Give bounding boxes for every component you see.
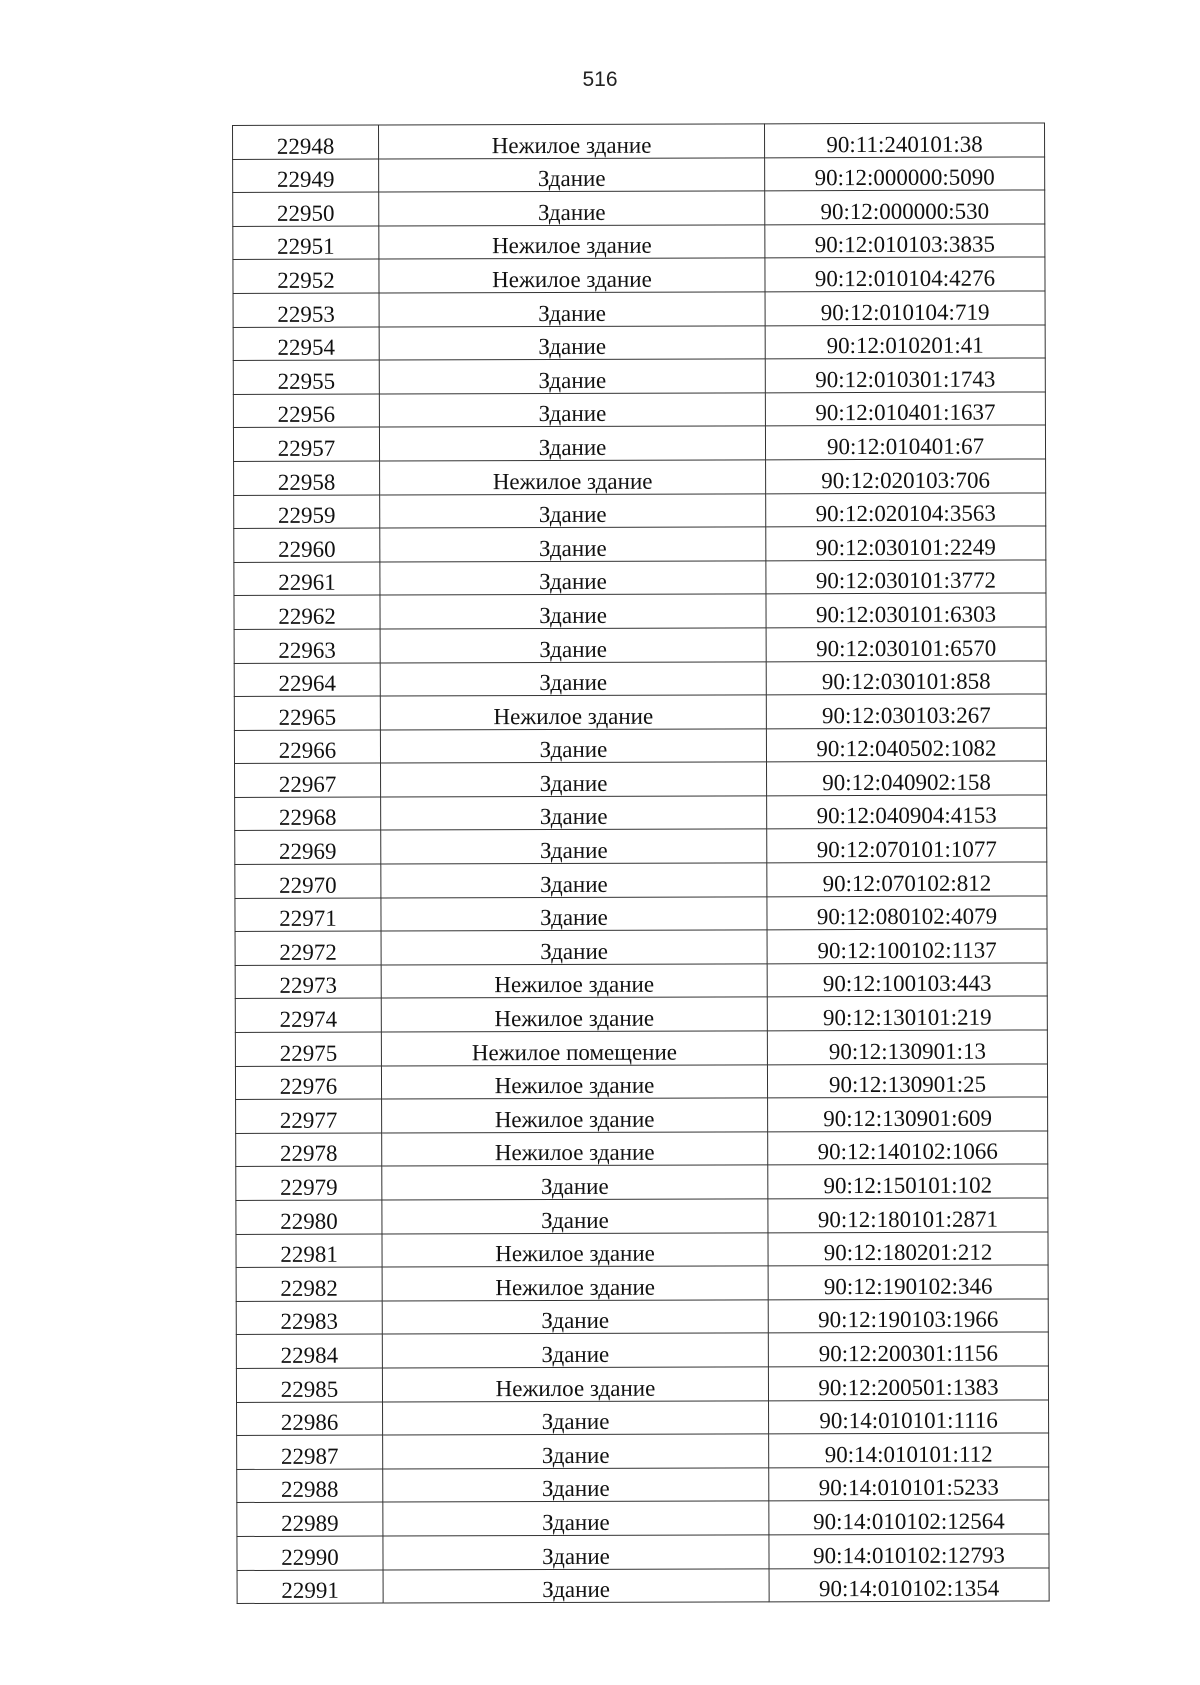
cadastral-number-cell: 90:12:130901:609 (768, 1097, 1048, 1131)
object-type-cell: Здание (379, 325, 765, 360)
cadastral-number-cell: 90:12:010401:1637 (765, 392, 1045, 426)
cadastral-number-cell: 90:14:010101:1116 (769, 1400, 1049, 1434)
row-number-cell: 22986 (237, 1402, 383, 1436)
row-number-cell: 22985 (236, 1368, 382, 1402)
cadastral-number-cell: 90:11:240101:38 (764, 123, 1044, 157)
cadastral-number-cell: 90:14:010101:112 (769, 1433, 1049, 1467)
cadastral-number-cell: 90:12:130901:25 (767, 1064, 1047, 1098)
object-type-cell: Здание (382, 1199, 768, 1234)
object-type-cell: Здание (379, 426, 765, 461)
table-row (234, 627, 1046, 663)
object-type-cell: Нежилое здание (381, 997, 767, 1032)
table-row (237, 1433, 1049, 1469)
cadastral-number-cell: 90:12:070102:812 (767, 862, 1047, 896)
table-row (234, 526, 1046, 562)
cadastral-number-cell: 90:12:100102:1137 (767, 929, 1047, 963)
row-number-cell: 22973 (235, 965, 381, 999)
cadastral-number-cell: 90:12:030103:267 (766, 694, 1046, 728)
object-type-cell: Нежилое здание (382, 1367, 768, 1402)
row-number-cell: 22952 (233, 259, 379, 293)
table-row (236, 1332, 1048, 1368)
cadastral-number-cell: 90:12:200501:1383 (768, 1366, 1048, 1400)
table-row (236, 1232, 1048, 1268)
table-row (234, 492, 1046, 528)
row-number-cell: 22968 (235, 797, 381, 831)
row-number-cell: 22991 (237, 1570, 383, 1604)
table-row (235, 929, 1047, 965)
table-row (235, 1030, 1047, 1066)
cadastral-number-cell: 90:12:180201:212 (768, 1232, 1048, 1266)
object-type-cell: Здание (383, 1400, 769, 1435)
object-type-cell: Нежилое здание (382, 1098, 768, 1133)
table-row (235, 828, 1047, 864)
row-number-cell: 22975 (235, 1032, 381, 1066)
row-number-cell: 22960 (234, 528, 380, 562)
row-number-cell: 22982 (236, 1267, 382, 1301)
object-type-cell: Нежилое здание (379, 225, 765, 260)
table-row (233, 190, 1045, 226)
row-number-cell: 22987 (237, 1435, 383, 1469)
object-type-cell: Здание (380, 594, 766, 629)
row-number-cell: 22984 (236, 1334, 382, 1368)
table-row (237, 1567, 1049, 1603)
table-row (233, 157, 1045, 193)
object-type-cell: Здание (381, 762, 767, 797)
object-type-cell: Здание (383, 1501, 769, 1536)
cadastral-number-cell: 90:12:010401:67 (765, 425, 1045, 459)
object-type-cell: Нежилое здание (382, 1266, 768, 1301)
object-type-cell: Здание (380, 628, 766, 663)
object-type-cell: Здание (379, 359, 765, 394)
row-number-cell: 22962 (234, 595, 380, 629)
object-type-cell: Нежилое здание (379, 124, 765, 159)
table-row (233, 224, 1045, 260)
table-row (234, 660, 1046, 696)
row-number-cell: 22951 (233, 226, 379, 260)
table-row (235, 761, 1047, 797)
cadastral-number-cell: 90:12:070101:1077 (767, 828, 1047, 862)
cadastral-number-cell: 90:12:040904:4153 (767, 795, 1047, 829)
row-number-cell: 22971 (235, 898, 381, 932)
table-row (235, 996, 1047, 1032)
object-type-cell: Нежилое здание (380, 695, 766, 730)
object-type-cell: Нежилое помещение (381, 1031, 767, 1066)
object-type-cell: Здание (383, 1568, 769, 1603)
table-row (235, 795, 1047, 831)
cadastral-number-cell: 90:12:030101:2249 (766, 526, 1046, 560)
row-number-cell: 22969 (235, 831, 381, 865)
table-row (233, 425, 1045, 461)
object-type-cell: Нежилое здание (382, 1132, 768, 1167)
object-type-cell: Здание (381, 829, 767, 864)
row-number-cell: 22967 (235, 763, 381, 797)
row-number-cell: 22990 (237, 1536, 383, 1570)
row-number-cell: 22970 (235, 864, 381, 898)
row-number-cell: 22961 (234, 562, 380, 596)
object-type-cell: Здание (381, 896, 767, 931)
cadastral-number-cell: 90:12:000000:5090 (765, 157, 1045, 191)
object-type-cell: Здание (379, 191, 765, 226)
object-type-cell: Здание (382, 1300, 768, 1335)
row-number-cell: 22976 (235, 1066, 381, 1100)
table-row (233, 358, 1045, 394)
object-type-cell: Здание (380, 729, 766, 764)
object-type-cell: Здание (382, 1165, 768, 1200)
cadastral-number-cell: 90:12:140102:1066 (768, 1131, 1048, 1165)
cadastral-number-cell: 90:12:010201:41 (765, 325, 1045, 359)
row-number-cell: 22948 (233, 125, 379, 159)
registry-table-body (233, 123, 1050, 1604)
registry-table (232, 122, 1050, 1604)
row-number-cell: 22963 (234, 629, 380, 663)
cadastral-number-cell: 90:12:030101:3772 (766, 560, 1046, 594)
row-number-cell: 22981 (236, 1234, 382, 1268)
table-row (236, 1097, 1048, 1133)
row-number-cell: 22957 (233, 427, 379, 461)
cadastral-number-cell: 90:12:030101:858 (766, 660, 1046, 694)
object-type-cell: Здание (380, 527, 766, 562)
object-type-cell: Здание (379, 157, 765, 192)
row-number-cell: 22953 (233, 293, 379, 327)
cadastral-number-cell: 90:12:180101:2871 (768, 1198, 1048, 1232)
row-number-cell: 22955 (233, 360, 379, 394)
row-number-cell: 22979 (236, 1166, 382, 1200)
cadastral-number-cell: 90:12:040502:1082 (766, 728, 1046, 762)
table-row (233, 325, 1045, 361)
table-row (236, 1366, 1048, 1402)
cadastral-number-cell: 90:12:030101:6570 (766, 627, 1046, 661)
object-type-cell: Здание (381, 930, 767, 965)
object-type-cell: Здание (380, 493, 766, 528)
row-number-cell: 22974 (235, 998, 381, 1032)
row-number-cell: 22978 (236, 1133, 382, 1167)
cadastral-number-cell: 90:14:010102:12793 (769, 1534, 1049, 1568)
cadastral-number-cell: 90:12:010104:719 (765, 291, 1045, 325)
table-row (236, 1164, 1048, 1200)
table-row (237, 1534, 1049, 1570)
table-row (236, 1299, 1048, 1335)
row-number-cell: 22956 (233, 394, 379, 428)
cadastral-number-cell: 90:12:200301:1156 (768, 1332, 1048, 1366)
table-row (237, 1400, 1049, 1436)
table-row (233, 257, 1045, 293)
cadastral-number-cell: 90:12:190103:1966 (768, 1299, 1048, 1333)
row-number-cell: 22966 (234, 730, 380, 764)
page-number: 516 (582, 68, 618, 91)
table-row (233, 291, 1045, 327)
object-type-cell: Здание (383, 1468, 769, 1503)
object-type-cell: Нежилое здание (382, 1232, 768, 1267)
object-type-cell: Здание (383, 1535, 769, 1570)
row-number-cell: 22964 (234, 663, 380, 697)
object-type-cell: Нежилое здание (379, 258, 765, 293)
table-row (234, 694, 1046, 730)
row-number-cell: 22972 (235, 931, 381, 965)
table-row (233, 392, 1045, 428)
row-number-cell: 22977 (236, 1099, 382, 1133)
cadastral-number-cell: 90:12:130901:13 (767, 1030, 1047, 1064)
object-type-cell: Здание (380, 561, 766, 596)
row-number-cell: 22965 (234, 696, 380, 730)
cadastral-number-cell: 90:12:000000:530 (765, 190, 1045, 224)
object-type-cell: Нежилое здание (381, 964, 767, 999)
cadastral-number-cell: 90:12:020104:3563 (766, 492, 1046, 526)
cadastral-number-cell: 90:12:080102:4079 (767, 896, 1047, 930)
table-row (237, 1500, 1049, 1536)
cadastral-number-cell: 90:12:010104:4276 (765, 257, 1045, 291)
object-type-cell: Здание (380, 661, 766, 696)
object-type-cell: Здание (379, 292, 765, 327)
cadastral-number-cell: 90:12:010103:3835 (765, 224, 1045, 258)
row-number-cell: 22980 (236, 1200, 382, 1234)
cadastral-number-cell: 90:12:130101:219 (767, 996, 1047, 1030)
cadastral-number-cell: 90:12:010301:1743 (765, 358, 1045, 392)
object-type-cell: Здание (383, 1434, 769, 1469)
object-type-cell: Нежилое здание (381, 1064, 767, 1099)
row-number-cell: 22983 (236, 1301, 382, 1335)
object-type-cell: Здание (382, 1333, 768, 1368)
row-number-cell: 22954 (233, 327, 379, 361)
table-row (234, 593, 1046, 629)
table-row (234, 459, 1046, 495)
row-number-cell: 22988 (237, 1469, 383, 1503)
row-number-cell: 22949 (233, 159, 379, 193)
table-row (236, 1265, 1048, 1301)
cadastral-number-cell: 90:12:150101:102 (768, 1164, 1048, 1198)
object-type-cell: Здание (379, 393, 765, 428)
cadastral-number-cell: 90:14:010102:1354 (769, 1567, 1049, 1601)
object-type-cell: Здание (381, 796, 767, 831)
row-number-cell: 22950 (233, 192, 379, 226)
table-row (233, 123, 1045, 159)
object-type-cell: Нежилое здание (380, 460, 766, 495)
row-number-cell: 22989 (237, 1502, 383, 1536)
table-row (235, 862, 1047, 898)
table-row (235, 963, 1047, 999)
cadastral-number-cell: 90:12:030101:6303 (766, 593, 1046, 627)
cadastral-number-cell: 90:12:040902:158 (767, 761, 1047, 795)
table-row (234, 560, 1046, 596)
row-number-cell: 22959 (234, 495, 380, 529)
cadastral-number-cell: 90:14:010102:12564 (769, 1500, 1049, 1534)
table-row (235, 896, 1047, 932)
cadastral-number-cell: 90:12:190102:346 (768, 1265, 1048, 1299)
table-row (234, 728, 1046, 764)
table-row (237, 1467, 1049, 1503)
cadastral-number-cell: 90:12:100103:443 (767, 963, 1047, 997)
cadastral-number-cell: 90:12:020103:706 (766, 459, 1046, 493)
object-type-cell: Здание (381, 863, 767, 898)
row-number-cell: 22958 (234, 461, 380, 495)
cadastral-number-cell: 90:14:010101:5233 (769, 1467, 1049, 1501)
table-row (235, 1064, 1047, 1100)
table-row (236, 1198, 1048, 1234)
table-row (236, 1131, 1048, 1167)
